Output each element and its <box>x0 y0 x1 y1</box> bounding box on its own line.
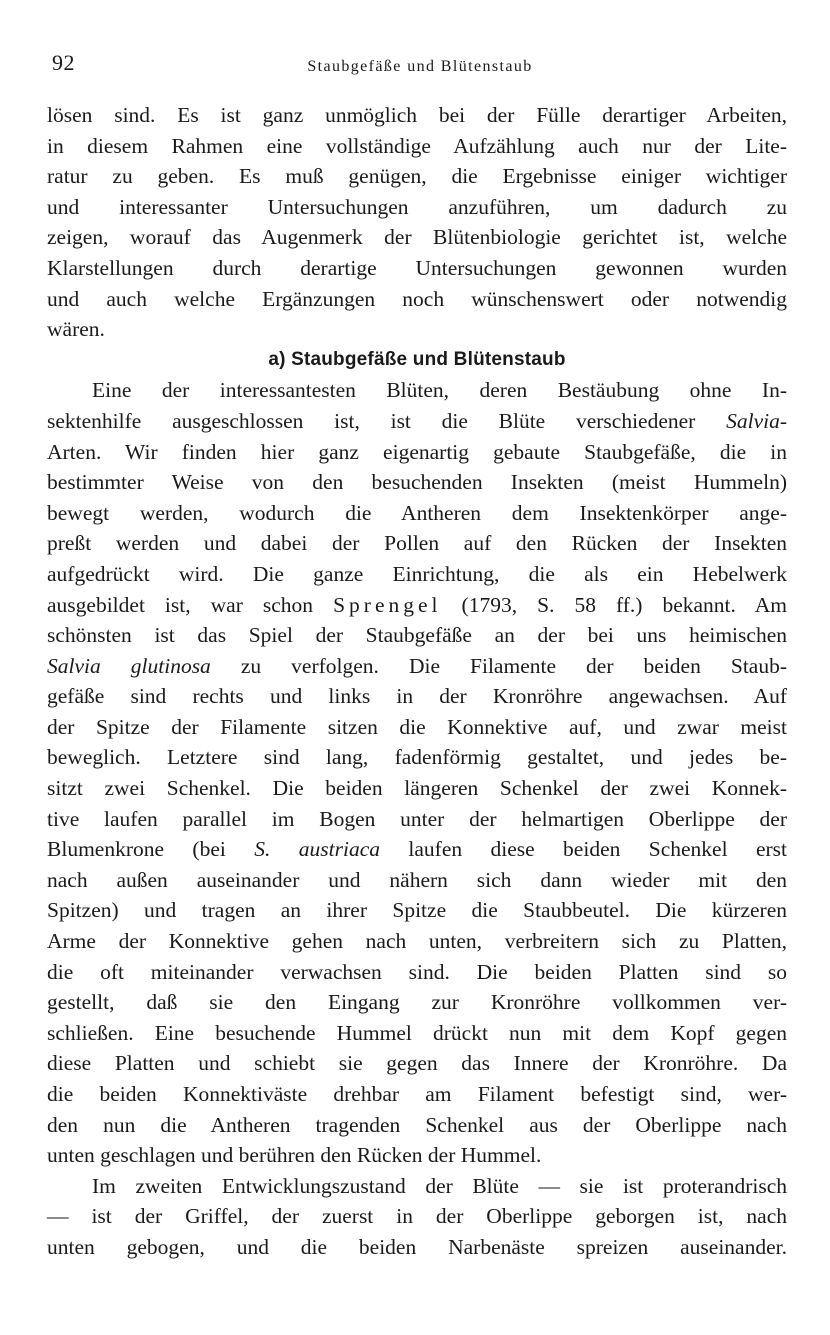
section-heading <box>47 345 787 376</box>
text-segment: den nun die Antheren tragenden Schenkel aus der Oberlippe nach <box>47 1112 787 1137</box>
text-line <box>47 375 787 406</box>
text-line <box>47 498 787 529</box>
text-line <box>47 804 787 835</box>
text-line <box>47 1018 787 1049</box>
text-segment: bewegt werden, wodurch die Antheren dem Insektenkörper ange- <box>47 500 787 525</box>
body-text <box>47 100 787 1263</box>
text-line <box>47 987 787 1018</box>
text-line <box>47 314 787 345</box>
text-line <box>47 957 787 988</box>
text-segment: und interessanter Untersuchungen anzuführen, um dadurch zu <box>47 194 787 219</box>
text-segment: wären. <box>47 317 105 342</box>
text-segment: ausgebildet ist, war schon <box>47 592 334 617</box>
text-line <box>47 437 787 468</box>
text-segment: Spitzen) und tragen an ihrer Spitze die Staubbeutel. Die kürzeren <box>47 898 787 923</box>
text-line <box>47 253 787 284</box>
page-header <box>52 50 788 84</box>
text-line <box>47 1140 787 1171</box>
text-segment: unten gebogen, und die beiden Narbenäste spreizen auseinander. <box>47 1234 787 1259</box>
text-line <box>47 834 787 865</box>
text-line <box>47 222 787 253</box>
text-segment: schließen. Eine besuchende Hummel drückt nun mit dem Kopf gegen <box>47 1020 787 1045</box>
text-line <box>47 651 787 682</box>
text-segment: a) Staubgefäße und Blütenstaub <box>268 348 566 370</box>
text-segment: sitzt zwei Schenkel. Die beiden längeren Schenkel der zwei Konnek- <box>47 776 787 801</box>
text-segment: aufgedrückt wird. Die ganze Einrichtung, die als ein Hebelwerk <box>47 561 787 586</box>
text-line <box>47 926 787 957</box>
text-segment: Eine der interessantesten Blüten, deren Bestäubung ohne In- <box>92 378 787 403</box>
text-line <box>47 773 787 804</box>
text-line <box>47 131 787 162</box>
text-segment: lösen sind. Es ist ganz unmöglich bei der Fülle derartiger Arbeiten, <box>47 103 787 127</box>
text-segment: — ist der Griffel, der zuerst in der Oberlippe geborgen ist, nach <box>47 1204 787 1229</box>
text-segment: die oft miteinander verwachsen sind. Die beiden Platten sind so <box>47 959 787 984</box>
text-line <box>47 1079 787 1110</box>
text-line <box>47 1048 787 1079</box>
text-segment: unten geschlagen und berühren den Rücken der Hummel. <box>47 1143 542 1168</box>
italic-text: S. austriaca <box>254 837 380 862</box>
text-line <box>47 100 787 131</box>
text-line <box>47 712 787 743</box>
text-line <box>47 742 787 773</box>
text-segment: Arten. Wir finden hier ganz eigenartig gebaute Staubgefäße, die in <box>47 439 787 464</box>
text-segment: (1793, S. 58 ff.) bekannt. Am <box>441 592 787 617</box>
text-segment: der Spitze der Filamente sitzen die Konnektive auf, und zwar meist <box>47 714 787 739</box>
text-line <box>47 406 787 437</box>
text-segment: und auch welche Ergänzungen noch wünschenswert oder notwendig <box>47 286 787 311</box>
text-line <box>47 161 787 192</box>
text-line <box>47 528 787 559</box>
running-head: Staubgefäße und Blütenstaub <box>307 58 533 75</box>
italic-text: Salvia glutinosa <box>47 653 211 678</box>
text-segment: nach außen auseinander und nähern sich dann wieder mit den <box>47 867 787 892</box>
text-segment: zeigen, worauf das Augenmerk der Blütenbiologie gerichtet ist, welche <box>47 225 787 250</box>
text-line <box>47 1201 787 1232</box>
text-line <box>47 681 787 712</box>
text-line <box>47 1232 787 1263</box>
text-line <box>47 590 787 621</box>
text-line <box>47 1110 787 1141</box>
text-segment: Arme der Konnektive gehen nach unten, verbreitern sich zu Platten, <box>47 929 787 954</box>
text-segment: laufen diese beiden Schenkel erst <box>380 837 787 862</box>
text-segment: Klarstellungen durch derartige Untersuchungen gewonnen wurden <box>47 255 787 280</box>
text-line <box>47 467 787 498</box>
text-line <box>47 1171 787 1202</box>
text-segment: zu verfolgen. Die Filamente der beiden Staub- <box>210 653 787 678</box>
text-segment: Blumenkrone (bei <box>47 837 255 862</box>
text-line <box>47 895 787 926</box>
text-segment: sektenhilfe ausgeschlossen ist, ist die Blüte verschiedener <box>47 408 727 433</box>
text-segment: ratur zu geben. Es muß genügen, die Ergebnisse einiger wichtiger <box>47 164 787 189</box>
text-segment: gefäße sind rechts und links in der Kronröhre angewachsen. Auf <box>47 684 787 709</box>
text-line <box>47 559 787 590</box>
page-number: 92 <box>52 50 75 75</box>
text-segment: Im zweiten Entwicklungszustand der Blüte — sie ist proterandrisch <box>92 1173 787 1198</box>
text-segment: schönsten ist das Spiel der Staubgefäße an der bei uns heimischen <box>47 623 787 648</box>
text-segment: preßt werden und dabei der Pollen auf den Rücken der Insekten <box>47 531 787 556</box>
text-segment: diese Platten und schiebt sie gegen das Innere der Kronröhre. Da <box>47 1051 787 1076</box>
spaced-name: Sprengel <box>333 592 442 617</box>
text-segment: gestellt, daß sie den Eingang zur Kronröhre vollkommen ver- <box>47 990 787 1015</box>
text-line <box>47 284 787 315</box>
text-line <box>47 865 787 896</box>
text-line <box>47 620 787 651</box>
text-segment: bestimmter Weise von den besuchenden Insekten (meist Hummeln) <box>47 470 787 495</box>
text-line <box>47 192 787 223</box>
text-segment: in diesem Rahmen eine vollständige Aufzählung auch nur der Lite- <box>47 133 787 158</box>
italic-text: Salvia- <box>726 408 787 433</box>
text-segment: beweglich. Letztere sind lang, fadenförmig gestaltet, und jedes be- <box>47 745 787 770</box>
text-segment: die beiden Konnektiväste drehbar am Filament befestigt sind, wer- <box>47 1082 787 1106</box>
text-segment: tive laufen parallel im Bogen unter der helmartigen Oberlippe der <box>47 806 787 831</box>
